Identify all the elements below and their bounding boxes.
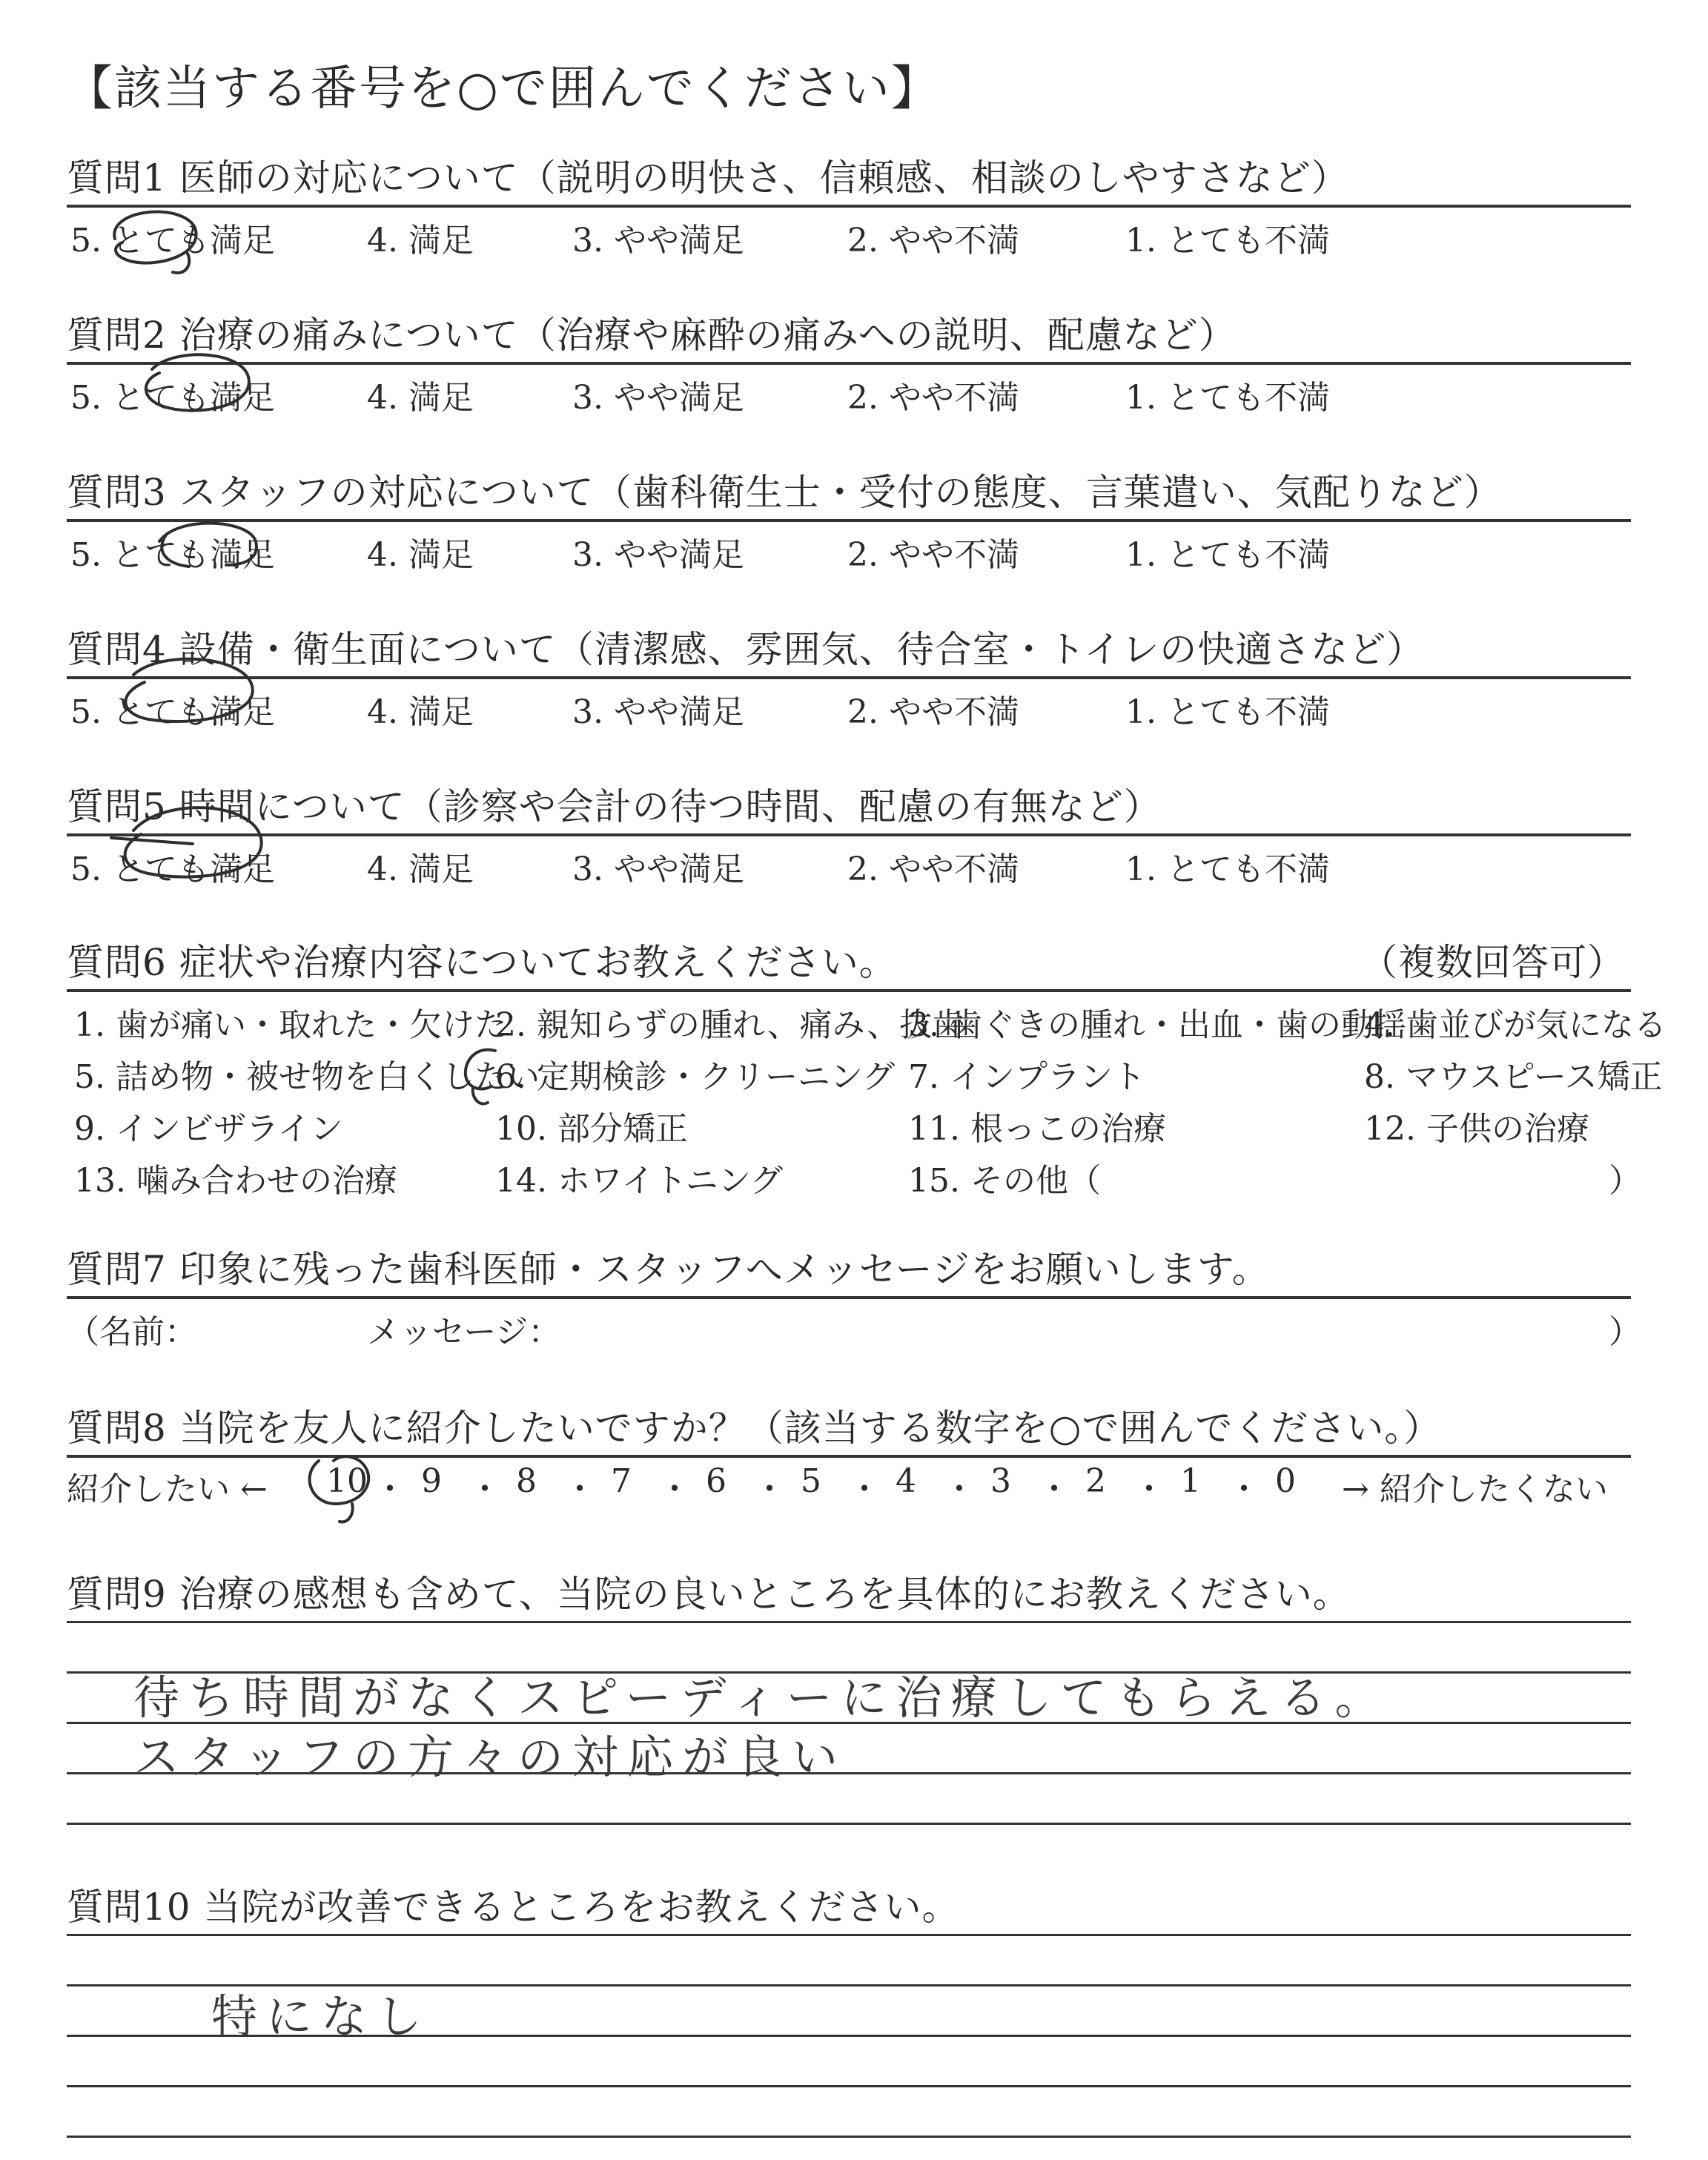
symptom-option-5[interactable]: 5. 詰め物・被せ物を白くしたい [74,1058,540,1096]
writing-line [67,1823,1631,1825]
close-paren: ） [1609,1313,1641,1351]
scale-separator: ・ [469,1470,501,1508]
scale-value-3[interactable]: 3 [990,1462,1011,1500]
recommend-left-label: 紹介したい ← [67,1470,268,1508]
symptom-option-3[interactable]: 3. 歯ぐきの腫れ・出血・歯の動揺 [908,1006,1406,1044]
selection-circle-mark [104,793,274,890]
symptom-option-15-other[interactable]: 15. その他（ [908,1162,1101,1200]
option-5[interactable]: 5. とても満足 [70,536,275,574]
selection-circle-mark [137,512,271,578]
scale-value-6[interactable]: 6 [706,1462,726,1500]
option-1[interactable]: 1. とても不満 [1125,222,1330,260]
selection-circle-mark [104,645,267,734]
selection-circle-mark [130,347,263,421]
option-4[interactable]: 4. 満足 [367,851,474,888]
option-2[interactable]: 2. やや不満 [847,851,1019,888]
option-3[interactable]: 3. やや満足 [572,693,744,731]
page-title: 【該当する番号を○で囲んでください】 [65,62,940,116]
question-title: 質問8 当院を友人に紹介したいですか？（該当する数字を○で囲んでください。） [67,1407,1442,1450]
symptom-option-12[interactable]: 12. 子供の治療 [1364,1110,1589,1148]
option-3[interactable]: 3. やや満足 [572,851,744,888]
scale-separator: ・ [374,1470,406,1508]
option-1[interactable]: 1. とても不満 [1125,851,1330,888]
scale-separator: ・ [943,1470,976,1508]
multiple-answers-note: （複数回答可） [1360,941,1625,984]
question-title: 質問2 治療の痛みについて（治療や麻酔の痛みへの説明、配慮など） [67,314,1237,357]
scale-value-9[interactable]: 9 [421,1462,442,1500]
scale-value-8[interactable]: 8 [516,1462,537,1500]
divider [67,519,1631,522]
option-3[interactable]: 3. やや満足 [572,536,744,574]
option-2[interactable]: 2. やや不満 [847,379,1019,417]
divider [67,362,1631,365]
other-close-paren: ） [1609,1162,1641,1200]
divider [67,989,1631,992]
question-title: 質問7 印象に残った歯科医師・スタッフへメッセージをお願いします。 [67,1248,1270,1291]
scale-separator: ・ [848,1470,881,1508]
symptom-option-9[interactable]: 9. インビザライン [74,1110,343,1148]
handwritten-answer-line-1: 特になし [211,1989,431,2044]
scale-value-0[interactable]: 0 [1275,1462,1296,1500]
handwritten-answer-line-1: 待ち時間がなくスピーディーに治療してもらえる。 [133,1671,1390,1725]
symptom-option-6[interactable]: 6. 定期検診・クリーニング [495,1058,896,1096]
question-title: 質問4 設備・衛生面について（清潔感、雰囲気、待合室・トイレの快適さなど） [67,628,1425,671]
divider [67,833,1631,836]
option-4[interactable]: 4. 満足 [367,693,474,731]
option-5[interactable]: 5. とても満足 [70,851,275,888]
option-1[interactable]: 1. とても不満 [1125,693,1330,731]
handwritten-answer-line-2: スタッフの方々の対応が良い [133,1730,847,1784]
scale-separator: ・ [1038,1470,1070,1508]
name-label: （名前： [67,1313,197,1351]
symptom-option-4[interactable]: 4. 歯並びが気になる [1364,1006,1666,1044]
question-title: 質問6 症状や治療内容についてお教えください。 [67,941,897,984]
option-4[interactable]: 4. 満足 [367,536,474,574]
option-5[interactable]: 5. とても満足 [70,693,275,731]
option-1[interactable]: 1. とても不満 [1125,379,1330,417]
scale-separator: ・ [1228,1470,1260,1508]
symptom-option-1[interactable]: 1. 歯が痛い・取れた・欠けた [74,1006,507,1044]
scale-value-2[interactable]: 2 [1085,1462,1106,1500]
writing-line [67,2085,1631,2087]
symptom-option-14[interactable]: 14. ホワイトニング [495,1162,784,1200]
option-4[interactable]: 4. 満足 [367,379,474,417]
symptom-option-11[interactable]: 11. 根っこの治療 [908,1110,1166,1148]
scale-value-1[interactable]: 1 [1180,1462,1201,1500]
divider [67,1296,1631,1299]
symptom-option-13[interactable]: 13. 噛み合わせの治療 [74,1162,397,1200]
scale-separator: ・ [1133,1470,1165,1508]
question-title: 質問10 当院が改善できるところをお教えください。 [67,1886,960,1929]
writing-line [67,1621,1631,1623]
option-5[interactable]: 5. とても満足 [70,222,275,260]
scale-separator: ・ [563,1470,596,1508]
scale-value-10[interactable]: 10 [326,1462,368,1500]
selection-circle-mark [100,202,211,283]
selection-circle-mark [451,1042,510,1116]
symptom-option-8[interactable]: 8. マウスピース矯正 [1364,1058,1663,1096]
option-3[interactable]: 3. やや満足 [572,379,744,417]
scale-value-5[interactable]: 5 [801,1462,821,1500]
option-2[interactable]: 2. やや不満 [847,536,1019,574]
symptom-option-7[interactable]: 7. インプラント [908,1058,1145,1096]
question-title: 質問9 治療の感想も含めて、当院の良いところを具体的にお教えください。 [67,1573,1351,1616]
option-5[interactable]: 5. とても満足 [70,379,275,417]
option-4[interactable]: 4. 満足 [367,222,474,260]
recommend-right-label: → 紹介したくない [1342,1470,1608,1508]
divider [67,676,1631,679]
question-title: 質問1 医師の対応について（説明の明快さ、信頼感、相談のしやすさなど） [67,156,1349,199]
scale-value-7[interactable]: 7 [611,1462,632,1500]
option-2[interactable]: 2. やや不満 [847,222,1019,260]
question-title: 質問3 スタッフの対応について（歯科衛生士・受付の態度、言葉遣い、気配りなど） [67,471,1502,514]
scale-separator: ・ [753,1470,786,1508]
writing-line [67,1934,1631,1936]
selection-circle-mark [297,1446,385,1535]
scale-separator: ・ [658,1470,691,1508]
symptom-option-10[interactable]: 10. 部分矯正 [495,1110,688,1148]
option-3[interactable]: 3. やや満足 [572,222,744,260]
writing-line [67,2136,1631,2138]
question-title: 質問5 時間について（診察や会計の待つ時間、配慮の有無など） [67,785,1162,828]
scale-value-4[interactable]: 4 [896,1462,916,1500]
message-label: メッセージ： [367,1313,561,1351]
symptom-option-2[interactable]: 2. 親知らずの腫れ、痛み、抜歯 [495,1006,965,1044]
option-2[interactable]: 2. やや不満 [847,693,1019,731]
option-1[interactable]: 1. とても不満 [1125,536,1330,574]
divider [67,205,1631,208]
